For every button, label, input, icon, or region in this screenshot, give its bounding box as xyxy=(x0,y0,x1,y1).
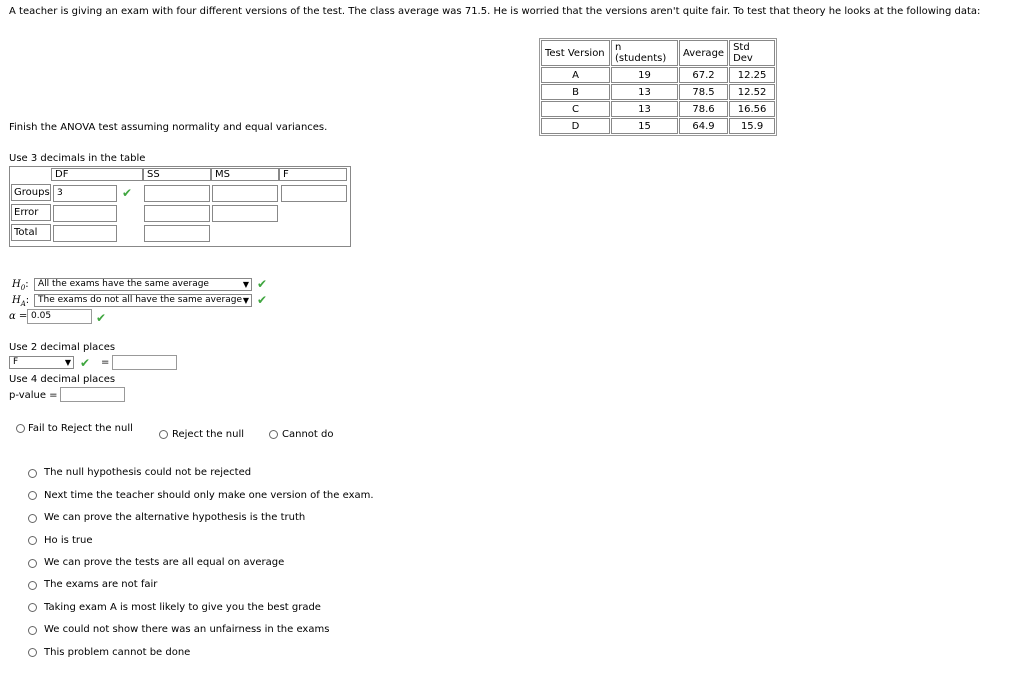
table-cell: 15 xyxy=(611,118,678,134)
anova-header-df: DF xyxy=(51,168,143,181)
table-cell: 64.9 xyxy=(679,118,728,134)
groups-df-input[interactable]: 3 xyxy=(53,185,117,202)
h0-select[interactable]: All the exams have the same average ▼ xyxy=(34,278,252,291)
check-icon: ✔ xyxy=(257,277,268,291)
table-row xyxy=(541,84,775,100)
total-df-input[interactable] xyxy=(53,225,117,242)
conclusion-radio[interactable] xyxy=(28,469,37,478)
alpha-label: α = xyxy=(9,311,28,322)
groups-f-input[interactable] xyxy=(281,185,347,202)
table-cell: 15.9 xyxy=(729,118,775,134)
conclusion-label: We can prove the alternative hypothesis is the truth xyxy=(44,512,306,523)
chevron-down-icon: ▼ xyxy=(64,358,71,367)
anova-table xyxy=(9,166,351,247)
check-icon: ✔ xyxy=(96,311,107,325)
four-decimal-instruction: Use 4 decimal places xyxy=(9,374,116,385)
anova-header-ms: MS xyxy=(211,168,279,181)
cannot-do-label: Cannot do xyxy=(282,429,334,440)
anova-row-label-total: Total xyxy=(11,224,51,241)
table-cell: D xyxy=(541,118,610,134)
alpha-input[interactable]: 0.05 xyxy=(27,309,92,324)
table-header-row xyxy=(541,40,775,66)
table-cell: B xyxy=(541,84,610,100)
check-icon: ✔ xyxy=(257,293,268,307)
table-header: Average xyxy=(679,40,728,66)
check-icon: ✔ xyxy=(80,356,91,370)
table-header: Std Dev xyxy=(729,40,775,66)
table-header: Test Version xyxy=(541,40,610,66)
table-cell: 13 xyxy=(611,101,678,117)
fail-to-reject-radio[interactable] xyxy=(16,424,25,433)
anova-header-ss: SS xyxy=(143,168,211,181)
table-cell: 78.5 xyxy=(679,84,728,100)
table-cell: 12.52 xyxy=(729,84,775,100)
groups-ss-input[interactable] xyxy=(144,185,210,202)
h0-label: $H_0$: xyxy=(12,279,29,292)
table-cell: 12.25 xyxy=(729,67,775,83)
conclusion-radio[interactable] xyxy=(28,514,37,523)
conclusion-label: The exams are not fair xyxy=(44,579,158,590)
conclusion-radio[interactable] xyxy=(28,603,37,612)
ha-select[interactable]: The exams do not all have the same average ▼ xyxy=(34,294,252,307)
anova-instruction: Finish the ANOVA test assuming normality and equal variances. xyxy=(9,122,328,133)
table-cell: 67.2 xyxy=(679,67,728,83)
error-df-input[interactable] xyxy=(53,205,117,222)
data-table xyxy=(539,38,777,136)
anova-header-f: F xyxy=(279,168,347,181)
table-cell: A xyxy=(541,67,610,83)
conclusion-radio[interactable] xyxy=(28,536,37,545)
anova-row-label-groups: Groups xyxy=(11,184,51,201)
conclusion-label: Ho is true xyxy=(44,535,93,546)
groups-ms-input[interactable] xyxy=(212,185,278,202)
conclusion-radio[interactable] xyxy=(28,559,37,568)
equals-sign: = xyxy=(101,357,110,368)
conclusion-label: We could not show there was an unfairness in the exams xyxy=(44,624,330,635)
chevron-down-icon: ▼ xyxy=(242,296,249,305)
table-row xyxy=(541,67,775,83)
conclusion-label: The null hypothesis could not be rejected xyxy=(44,467,252,478)
conclusion-label: Next time the teacher should only make one version of the exam. xyxy=(44,490,374,501)
table-row xyxy=(541,118,775,134)
problem-intro: A teacher is giving an exam with four different versions of the test. The class average was 71.5. He is worried that the versions aren't quite fair. To test that theory he looks at the following data: xyxy=(9,6,981,17)
table-cell: 78.6 xyxy=(679,101,728,117)
cannot-do-radio[interactable] xyxy=(269,430,278,439)
error-ms-input[interactable] xyxy=(212,205,278,222)
conclusion-label: Taking exam A is most likely to give you the best grade xyxy=(44,602,321,613)
reject-null-radio[interactable] xyxy=(159,430,168,439)
table-header: n (students) xyxy=(611,40,678,66)
conclusion-label: This problem cannot be done xyxy=(44,647,191,658)
check-icon: ✔ xyxy=(122,186,133,200)
anova-row-label-error: Error xyxy=(11,204,51,221)
table-cell: C xyxy=(541,101,610,117)
test-stat-select[interactable]: F ▼ xyxy=(9,356,74,369)
table-row xyxy=(541,101,775,117)
pvalue-input[interactable] xyxy=(60,387,125,402)
table-cell: 16.56 xyxy=(729,101,775,117)
error-ss-input[interactable] xyxy=(144,205,210,222)
two-decimal-instruction: Use 2 decimal places xyxy=(9,342,116,353)
pvalue-label: p-value = xyxy=(9,390,58,401)
conclusion-radio[interactable] xyxy=(28,648,37,657)
ha-label: $H_A$: xyxy=(12,295,30,308)
reject-null-label: Reject the null xyxy=(172,429,245,440)
fail-to-reject-label: Fail to Reject the null xyxy=(28,423,133,434)
conclusion-radio[interactable] xyxy=(28,626,37,635)
chevron-down-icon: ▼ xyxy=(242,280,249,289)
table-cell: 13 xyxy=(611,84,678,100)
table-decimals-instruction: Use 3 decimals in the table xyxy=(9,153,146,164)
conclusion-radio[interactable] xyxy=(28,491,37,500)
conclusion-label: We can prove the tests are all equal on average xyxy=(44,557,285,568)
total-ss-input[interactable] xyxy=(144,225,210,242)
table-cell: 19 xyxy=(611,67,678,83)
test-stat-input[interactable] xyxy=(112,355,177,370)
conclusion-radio[interactable] xyxy=(28,581,37,590)
